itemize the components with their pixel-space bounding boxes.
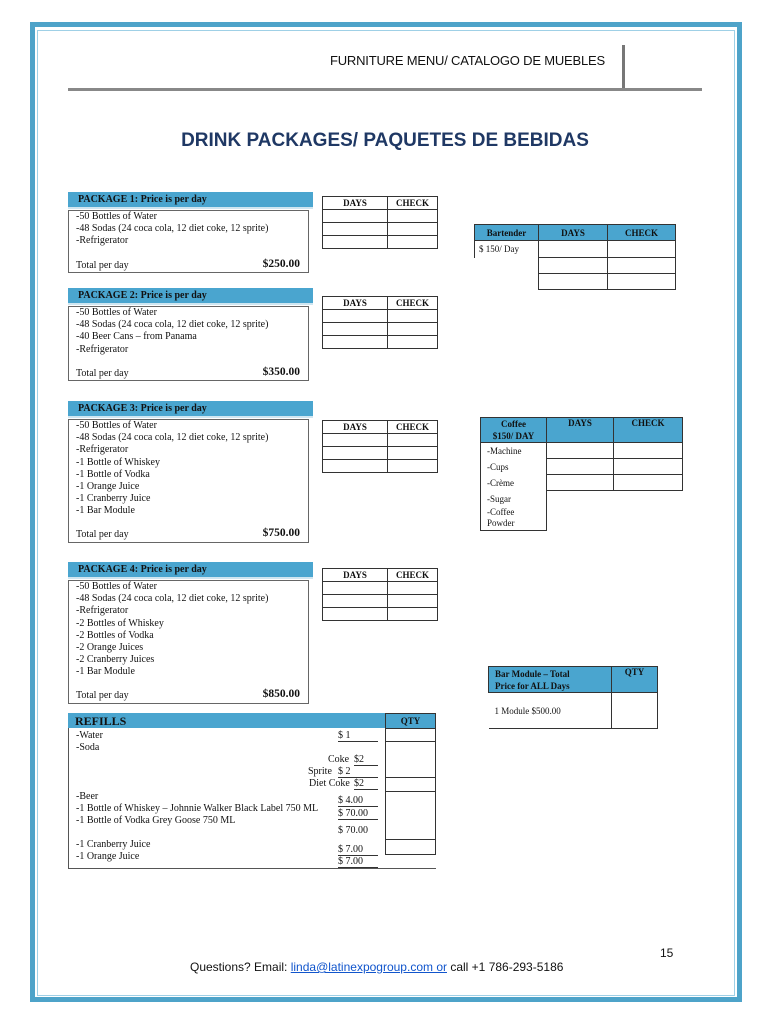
header-divider [68, 88, 702, 91]
package-2-items [76, 307, 268, 356]
refill-price: $ 4.00 [338, 795, 378, 807]
coffee-item: -Cups [481, 459, 547, 475]
days-cell[interactable] [323, 608, 388, 621]
check-cell[interactable] [388, 447, 438, 460]
list-item: -1 Bottle of Whiskey [76, 456, 160, 468]
check-cell[interactable] [608, 258, 676, 274]
refill-price: $2 [354, 778, 378, 790]
days-cell[interactable] [539, 274, 608, 290]
check-header: CHECK [388, 197, 438, 210]
list-item: -1 Cranberry Juice [76, 493, 151, 505]
coffee-label-line1: Coffee [501, 419, 526, 429]
list-item: -1 Bar Module [76, 666, 135, 678]
package-4-items [76, 581, 268, 679]
coffee-item: -Coffee Powder [481, 507, 547, 531]
days-header: DAYS [323, 569, 388, 582]
days-cell[interactable] [323, 223, 388, 236]
days-cell[interactable] [323, 447, 388, 460]
days-header: DAYS [547, 418, 614, 443]
refill-item: Diet Coke [309, 778, 350, 789]
list-item: -Refrigerator [76, 444, 129, 456]
header-divider-vertical [622, 45, 625, 88]
refill-item: Coke [328, 754, 350, 765]
refill-price: $2 [354, 754, 378, 766]
package-4-header: PACKAGE 4: Price is per day [68, 562, 313, 579]
list-item: -50 Bottles of Water [76, 581, 157, 592]
days-cell[interactable] [539, 258, 608, 274]
package-3-days-table [322, 420, 438, 473]
coffee-table [480, 417, 683, 531]
refill-item: -Beer [76, 791, 99, 802]
list-item: -1 Bar Module [76, 505, 135, 517]
check-cell[interactable] [388, 310, 438, 323]
footer [190, 960, 563, 974]
coffee-label-line2: $150/ DAY [492, 431, 535, 441]
footer-phone: call +1 786-293-5186 [447, 960, 564, 974]
refill-item: -Soda [76, 742, 100, 753]
check-cell[interactable] [388, 323, 438, 336]
check-cell[interactable] [388, 595, 438, 608]
days-cell[interactable] [323, 434, 388, 447]
package-4-days-table [322, 568, 438, 621]
refill-item: -Water [76, 730, 103, 741]
refill-item: -1 Orange Juice [76, 851, 140, 862]
refill-item: -1 Bottle of Vodka Grey Goose 750 ML [76, 815, 236, 826]
package-1-box [68, 210, 309, 273]
footer-prefix: Questions? Email: [190, 960, 291, 974]
check-cell[interactable] [388, 460, 438, 473]
coffee-item: -Crème [481, 475, 547, 491]
package-4-box [68, 580, 309, 704]
package-1-total-label: Total per day [76, 260, 129, 271]
list-item: -48 Sodas (24 coca cola, 12 diet coke, 12 sprite) [76, 432, 269, 444]
bar-module-label: Bar Module – Total Price for ALL Days [489, 667, 612, 693]
package-3-header: PACKAGE 3: Price is per day [68, 401, 313, 418]
package-2-total: $350.00 [262, 366, 300, 378]
header-text: FURNITURE MENU/ CATALOGO DE MUEBLES [330, 53, 605, 68]
days-header: DAYS [323, 297, 388, 310]
list-item: -2 Cranberry Juices [76, 654, 155, 666]
coffee-item: -Machine [481, 443, 547, 459]
package-2-total-label: Total per day [76, 368, 129, 379]
days-header: DAYS [323, 197, 388, 210]
days-cell[interactable] [323, 460, 388, 473]
refill-item: -1 Bottle of Whiskey – Johnnie Walker Black Label 750 ML [76, 803, 319, 814]
check-cell[interactable] [388, 582, 438, 595]
refill-price: $ 70.00 [338, 808, 378, 820]
check-cell[interactable] [608, 274, 676, 290]
list-item: -2 Bottles of Vodka [76, 629, 154, 641]
package-1-header: PACKAGE 1: Price is per day [68, 192, 313, 209]
qty-header: QTY [386, 714, 436, 729]
package-3-items [76, 420, 268, 518]
bartender-label: Bartender [475, 225, 539, 241]
refill-item: Sprite [308, 766, 332, 777]
refills-header: REFILLS [68, 713, 385, 728]
check-header: CHECK [388, 569, 438, 582]
check-cell[interactable] [388, 336, 438, 349]
list-item: -48 Sodas (24 coca cola, 12 diet coke, 12 sprite) [76, 319, 269, 331]
check-cell[interactable] [614, 459, 683, 475]
package-3-total: $750.00 [262, 527, 300, 539]
page-title: DRINK PACKAGES/ PAQUETES DE BEBIDAS [181, 130, 589, 151]
email-link[interactable]: linda@latinexpogroup.com or [290, 960, 447, 974]
days-cell[interactable] [323, 210, 388, 223]
check-cell[interactable] [388, 608, 438, 621]
refill-item: -1 Cranberry Juice [76, 839, 151, 850]
check-cell[interactable] [388, 434, 438, 447]
list-item: -40 Beer Cans – from Panama [76, 331, 197, 343]
qty-header: QTY [612, 667, 658, 693]
list-item: -2 Bottles of Whiskey [76, 617, 164, 629]
list-item: -50 Bottles of Water [76, 420, 157, 431]
days-cell[interactable] [323, 323, 388, 336]
days-cell[interactable] [323, 582, 388, 595]
bartender-table [474, 224, 676, 290]
check-cell[interactable] [388, 223, 438, 236]
list-item: -1 Bottle of Vodka [76, 468, 150, 480]
check-cell[interactable] [614, 475, 683, 491]
check-header: CHECK [614, 418, 683, 443]
refill-price: $ 70.00 [338, 825, 368, 836]
package-1-items [76, 211, 268, 248]
package-2-days-table [322, 296, 438, 349]
coffee-item: -Sugar [481, 491, 547, 507]
days-cell[interactable] [547, 475, 614, 491]
package-3-box [68, 419, 309, 543]
package-1-total: $250.00 [262, 258, 300, 270]
package-4-total-label: Total per day [76, 690, 129, 701]
list-item: -2 Orange Juices [76, 642, 144, 654]
check-header: CHECK [388, 421, 438, 434]
refill-price: $ 7.00 [338, 844, 378, 856]
package-4-total: $850.00 [262, 688, 300, 700]
refill-price: $ 1 [338, 730, 378, 742]
days-cell[interactable] [547, 459, 614, 475]
days-header: DAYS [539, 225, 608, 241]
days-cell[interactable] [323, 236, 388, 249]
days-cell[interactable] [323, 336, 388, 349]
package-2-box [68, 306, 309, 381]
bartender-price: $ 150/ Day [475, 241, 539, 258]
list-item: -Refrigerator [76, 343, 129, 355]
check-cell[interactable] [608, 241, 676, 258]
refill-price: $ 2 [338, 766, 378, 778]
days-header: DAYS [323, 421, 388, 434]
list-item: -1 Orange Juice [76, 481, 140, 493]
days-cell[interactable] [547, 443, 614, 459]
package-2-header: PACKAGE 2: Price is per day [68, 288, 313, 305]
list-item: -50 Bottles of Water [76, 211, 157, 222]
qty-cell[interactable] [612, 693, 658, 729]
days-cell[interactable] [323, 310, 388, 323]
bar-module-row: 1 Module $500.00 [489, 693, 612, 729]
check-header: CHECK [388, 297, 438, 310]
refills-box [68, 728, 436, 869]
days-cell[interactable] [539, 241, 608, 258]
refill-price: $ 7.00 [338, 856, 378, 868]
page-number: 15 [660, 946, 674, 960]
check-cell[interactable] [614, 443, 683, 459]
package-3-total-label: Total per day [76, 529, 129, 540]
list-item: -48 Sodas (24 coca cola, 12 diet coke, 12 sprite) [76, 593, 269, 605]
bar-module-table [488, 666, 658, 729]
list-item: -Refrigerator [76, 235, 129, 247]
list-item: -Refrigerator [76, 605, 129, 617]
list-item: -48 Sodas (24 coca cola, 12 diet coke, 12 sprite) [76, 223, 269, 235]
check-header: CHECK [608, 225, 676, 241]
package-1-days-table [322, 196, 438, 249]
list-item: -50 Bottles of Water [76, 307, 157, 318]
days-cell[interactable] [323, 595, 388, 608]
check-cell[interactable] [388, 210, 438, 223]
coffee-label [481, 418, 547, 443]
check-cell[interactable] [388, 236, 438, 249]
